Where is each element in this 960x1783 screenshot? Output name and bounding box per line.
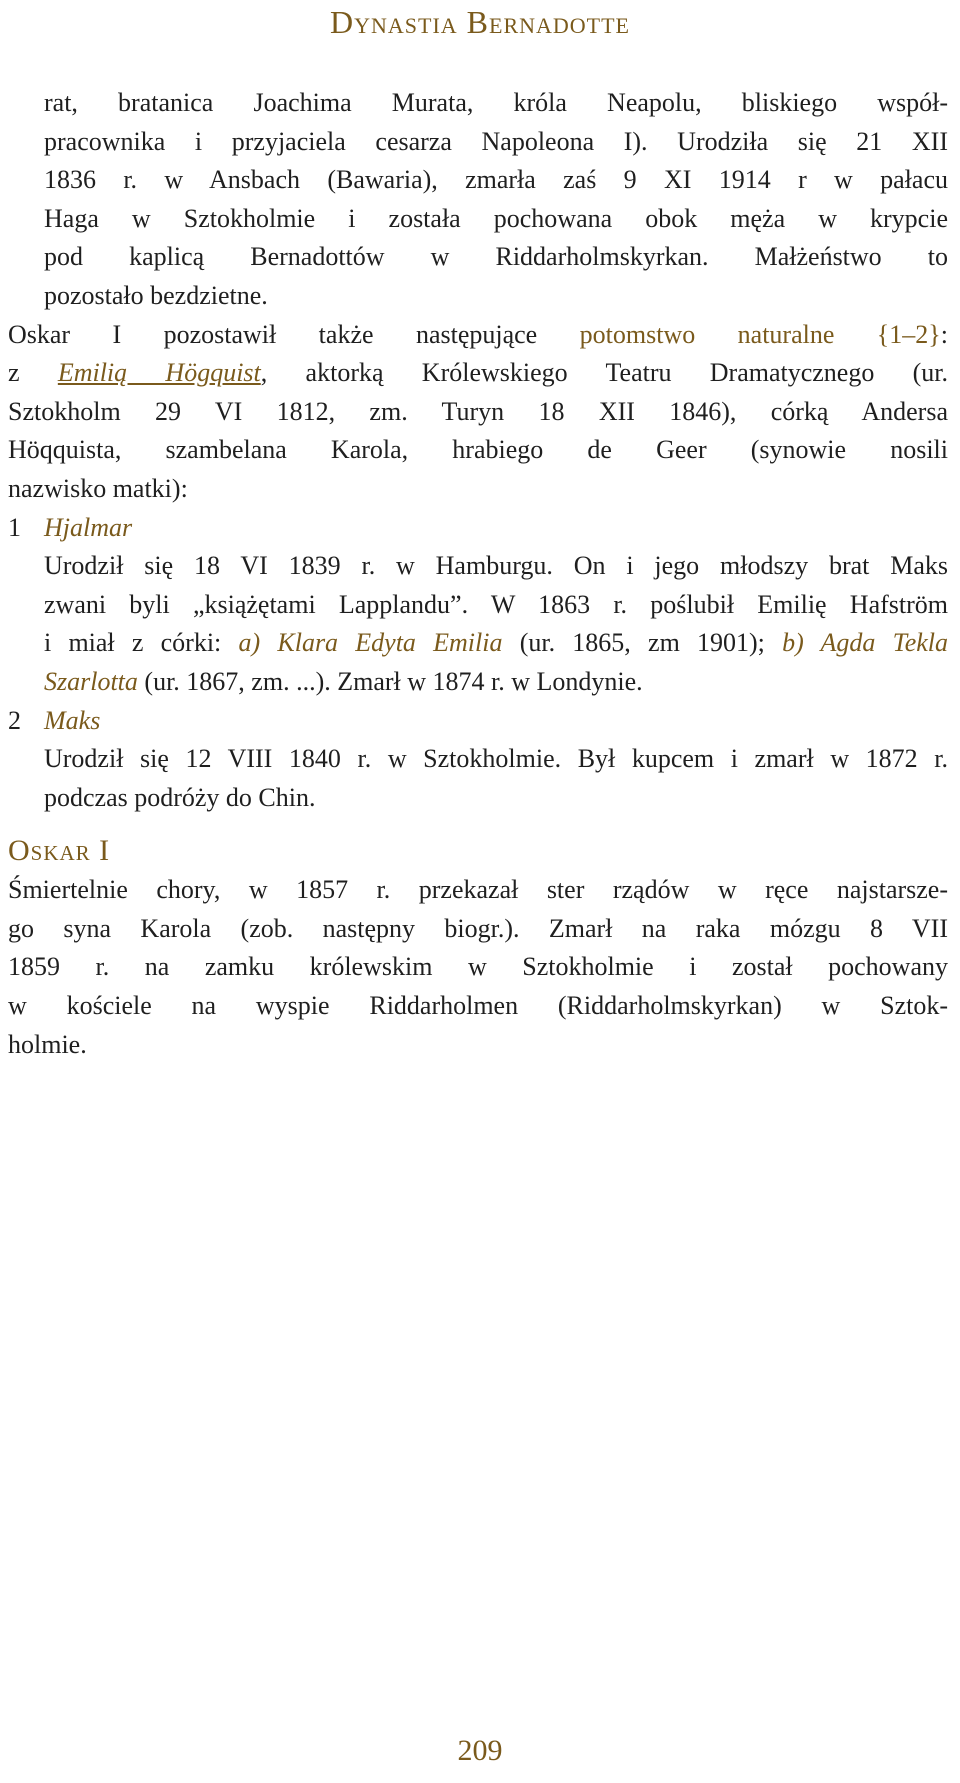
child-line: podczas podróży do Chin. bbox=[44, 782, 316, 812]
offspring-line-1 bbox=[8, 316, 948, 355]
offspring-heading-link: potomstwo naturalne {1–2} bbox=[579, 319, 941, 349]
intro-line: pracownika i przyjaciela cesarza Napoleona I). Urodziła się 21 XII bbox=[44, 126, 948, 156]
child-text: i miał z córki: bbox=[44, 628, 239, 658]
child-line bbox=[44, 663, 948, 702]
page-number: 209 bbox=[457, 1734, 503, 1767]
child-line: Urodził się 18 VI 1839 r. w Hamburgu. On i jego młodszy brat Maks bbox=[44, 551, 948, 581]
offspring-line-4: Höqquista, szambelana Karola, hrabiego de Geer (synowie nosili bbox=[8, 435, 948, 465]
section-paragraph bbox=[8, 871, 948, 1064]
intro-line: 1836 r. w Ansbach (Bawaria), zmarła zaś 9 XI 1914 r w pałacu bbox=[44, 165, 948, 195]
child-heading bbox=[8, 509, 948, 548]
mother-name: Emilią Högquist bbox=[57, 358, 261, 388]
child-text: (ur. 1867, zm. ...). Zmarł w 1874 r. w Londynie. bbox=[137, 666, 643, 696]
child-biography bbox=[44, 547, 948, 701]
child-line bbox=[44, 624, 948, 663]
child-line: Urodził się 12 VIII 1840 r. w Sztokholmie. Był kupcem i zmarł w 1872 r. bbox=[44, 744, 948, 774]
child-entry-2 bbox=[8, 702, 948, 818]
section-title: Oskar I bbox=[8, 834, 111, 868]
intro-line: pozostało bezdzietne. bbox=[44, 280, 268, 310]
page-body bbox=[8, 84, 948, 1064]
intro-line: rat, bratanica Joachima Murata, króla Neapolu, bliskiego współ- bbox=[44, 88, 948, 117]
offspring-line-5: nazwisko matki): bbox=[8, 473, 188, 503]
child-line: zwani byli „książętami Lapplandu”. W 1863 r. poślubił Emilię Hafström bbox=[44, 589, 948, 619]
section-line: holmie. bbox=[8, 1029, 87, 1059]
child-name: Maks bbox=[44, 705, 101, 735]
natural-offspring-paragraph bbox=[8, 316, 948, 509]
child-name: Hjalmar bbox=[44, 512, 133, 542]
offspring-intro-text: Oskar I pozostawił także następujące bbox=[8, 319, 580, 349]
child-number: 2 bbox=[8, 705, 21, 735]
child-heading bbox=[8, 702, 948, 741]
child-entry-1 bbox=[8, 509, 948, 702]
running-head: Dynastia Bernadotte bbox=[330, 4, 630, 40]
child-text: (ur. 1865, zm 1901); bbox=[502, 628, 783, 658]
daughter-a-name: a) Klara Edyta Emilia bbox=[238, 628, 503, 658]
daughter-b-name-cont: Szarlotta bbox=[44, 666, 138, 696]
intro-line: Haga w Sztokholmie i została pochowana obok męża w krypcie bbox=[44, 203, 948, 233]
intro-paragraph bbox=[44, 84, 948, 316]
section-line: w kościele na wyspie Riddarholmen (Riddarholmskyrkan) w Sztok- bbox=[8, 991, 948, 1021]
section-line: 1859 r. na zamku królewskim w Sztokholmie i został pochowany bbox=[8, 952, 948, 982]
section-line: Śmiertelnie chory, w 1857 r. przekazał ster rządów w ręce najstarsze- bbox=[8, 875, 948, 905]
offspring-z: z bbox=[8, 358, 58, 388]
daughter-b-name: b) Agda Tekla bbox=[782, 628, 948, 658]
intro-line: pod kaplicą Bernadottów w Riddarholmskyrkan. Małżeństwo to bbox=[44, 242, 948, 272]
offspring-line-2 bbox=[8, 354, 948, 393]
section-line: go syna Karola (zob. następny biogr.). Zmarł na raka mózgu 8 VII bbox=[8, 913, 948, 943]
mother-description: , aktorką Królewskiego Teatru Dramatycznego (ur. bbox=[260, 358, 949, 388]
child-biography bbox=[44, 740, 948, 817]
offspring-line-3: Sztokholm 29 VI 1812, zm. Turyn 18 XII 1846), córką Andersa bbox=[8, 396, 948, 426]
offspring-colon: : bbox=[940, 319, 948, 349]
child-number: 1 bbox=[8, 512, 21, 542]
